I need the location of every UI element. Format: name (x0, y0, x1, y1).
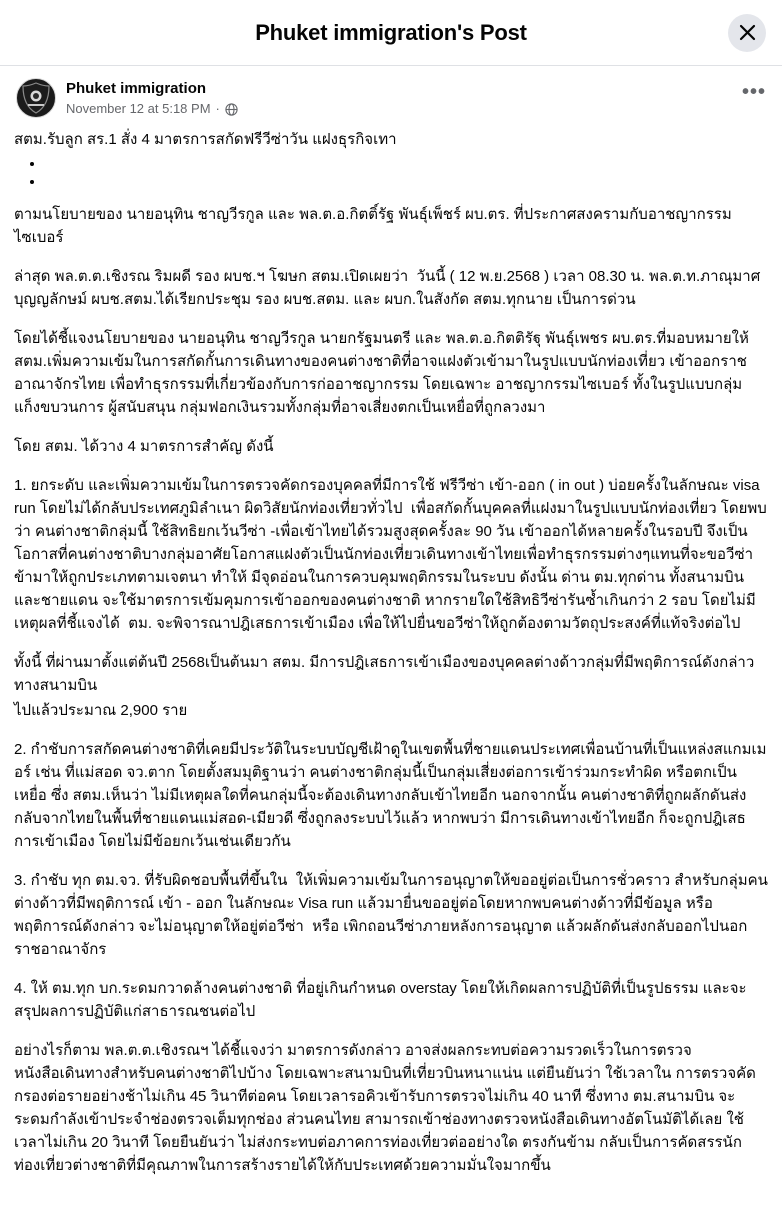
post-body (0, 124, 782, 1213)
bullet-list (14, 155, 768, 191)
post-paragraph-3: โดยได้ชี้แจงนโยบายของ นายอนุทิน ชาญวีรกูล นายกรัฐมนตรี และ พล.ต.อ.กิตติรัฐุ พันธุ์เพชร ผบ.ตร.ที่มอบหมายให้ สตม.เพิ่มความเข้มในการสกัดกั้นการเดินทางของคนต่างชาติที่อาจแฝงตัวเข้ามาในรูปแบบนักท่องเที่ยว เข้าออกราชอาณาจักรไทย เพื่อทำธุรกรรมที่เกี่ยวข้องกับการก่ออาชญากรรม โดยเฉพาะ อาชญากรรมไซเบอร์ ทั้งในรูปแบบกลุ่มแก็งขบวนการ ผู้สนับสนุน กลุ่มฟอกเงินรวมทั้งกลุ่มที่อาจเสี่ยงตกเป็นเหยื่อที่ถูกลวงมา (14, 330, 754, 416)
post-subline (66, 100, 238, 118)
subline-separator: · (215, 101, 220, 116)
more-options-icon[interactable]: ••• (741, 81, 766, 103)
post-header (0, 66, 782, 124)
post-paragraph-2: ล่าสุด พล.ต.ต.เชิงรณ ริมผดี รอง ผบช.ฯ โฆษก สตม.เปิดเผยว่า วันนี้ ( 12 พ.ย.2568 ) เวลา 08.30 น. พล.ต.ท.ภาณุมาศ บุญญลักษม์ ผบช.สตม.ได้เรียกประชุม รอง ผบช.สตม. และ ผบก.ในสังกัด สตม.ทุกนาย เป็นการด่วน (14, 268, 765, 308)
list-item (30, 173, 768, 191)
avatar[interactable] (16, 78, 56, 118)
post-paragraph-11: อย่างไรก็ตาม พล.ต.ต.เชิงรณฯ ได้ชี้แจงว่า มาตรการดังกล่าว อาจส่งผลกระทบต่อความรวดเร็วในการตรวจหนังสือเดินทางสำหรับคนต่างชาติไปบ้าง โดยเฉพาะสนามบินที่เที่ยวบินหนาแน่น แต่ยืนยันว่า ใช้เวลาใน การตรวจคัดกรองต่อรายอย่างช้าไม่เกิน 45 วินาทีต่อคน โดยเวลารอคิวเข้ารับการตรวจไม่เกิน 40 นาที ซึ่งทาง ตม.สนามบิน จะระดมกำลังเข้าประจำช่องตรวจเต็มทุกช่อง ส่วนคนไทย สามารถเข้าช่องทางตรวจหนังสือเดินทางอัตโนมัติได้เลย ใช้เวลาไม่เกิน 20 วินาที โดยยืนยันว่า ไม่ส่งกระทบต่อภาคการท่องเที่ยวต่ออย่างใด ตรงกันข้าม กลับเป็นการคัดสรรนักท่องเที่ยวต่างชาติที่มีคุณภาพในการสร้างรายได้ให้กับประเทศด้วยความมั่นใจมากขึ้น (14, 1042, 756, 1174)
post-paragraph-7: ไปแล้วประมาณ 2,900 ราย (14, 702, 188, 719)
post-paragraph-5: 1. ยกระดับ และเพิ่มความเข้มในการตรวจคัดกรองบุคคลที่มีการใช้ ฟรีวีซ่า เข้า-ออก ( in out ) บ่อยครั้งในลักษณะ visa run โดยไม่ได้กลับประเทศภูมิลำเนา ผิดวิสัยนักท่องเที่ยวทั่วไป เพื่อสกัดกั้นบุคคลที่แฝงมาในรูปแบบนักท่องเที่ยว โดยพบว่า คนต่างชาติกลุ่มนี้ ใช้สิทธิยกเว้นวีซ่า -เพื่อเข้าไทยได้รวมสูงสุดครั้งละ 90 วัน เข้าออกได้หลายครั้งในรอบปี จึงเป็นโอกาสที่คนต่างชาติบางกลุ่มอาศัยโอกาสแฝงตัวเป็นนักท่องเที่ยวเดินทางเข้าไทยเพื่อทำธุรกรรมต่างๆแทนที่จะขอวีซ่าข้ามาให้ถูกประเภทตามเจตนา ทำให้ มีจุดอ่อนในการควบคุมพฤติกรรมในระบบ ดังนั้น ด่าน ตม.ทุกด่าน ทั้งสนามบิน และชายแดน จะใช้มาตรการเข้มคุมการเข้าออกของคนต่างชาติ หากรายใดใช้สิทธิวีซ่ารันซ้ำเกินกว่า 2 รอบ โดยไม่มีเหตุผลที่ชี้แจงได้ ตม. จะพิจารณาปฎิเสธการเข้าเมือง เพื่อให้ไปยื่นขอวีซ่าให้ถูกต้องตามวัตถุประสงค์ที่แท้จริงต่อไป (14, 477, 767, 632)
dialog-header (0, 0, 782, 66)
post-timestamp[interactable]: November 12 at 5:18 PM (66, 101, 211, 116)
post-paragraph-8: 2. กำชับการสกัดคนต่างชาติที่เคยมีประวัติในระบบบัญชีเฝ้าดูในเขตพื้นที่ชายแดนประเทศเพื่อนบ้านที่เป็นแหล่งสแกมเมอร์ เช่น ที่แม่สอด จว.ตาก โดยตั้งสมมุติฐานว่า คนต่างชาติกลุ่มนี้เป็นกลุ่มเสี่ยงต่อการเข้าร่วมกระทำผิด หรือตกเป็นเหยื่อ ซึ่ง สตม.เห็นว่า ไม่มีเหตุผลใดที่คนกลุ่มนี้จะต้องเดินทางกลับเข้าไทยอีก นอกจากนั้น คนต่างชาติที่ถูกผลักดันส่งกลับจากไทยในพื้นที่ชายแดนแม่สอด-เมียวดี ซึ่งถูกลงระบบไว้แล้ว หากพบว่า มีการเดินทางเข้าไทยอีก ก็จะถูกปฎิเสธการเข้าเมือง โดยไม่มีข้อยกเว้นเช่นเดียวกัน (14, 741, 767, 850)
page-title: Phuket immigration's Post (255, 19, 527, 45)
post-paragraph-1: ตามนโยบายของ นายอนุทิน ชาญวีรกูล และ พล.ต.อ.กิตติ์รัฐ พันธุ์เพ็ชร์ ผบ.ตร. ที่ประกาศสงครามกับอาชญากรรมไซเบอร์ (14, 206, 732, 246)
poster-meta (66, 78, 238, 118)
list-item (30, 155, 768, 173)
post-paragraph-4: โดย สตม. ได้วาง 4 มาตรการสำคัญ ดังนี้ (14, 438, 274, 455)
globe-icon (225, 103, 238, 116)
close-button[interactable] (728, 14, 766, 52)
post-paragraph-10: 4. ให้ ตม.ทุก บก.ระดมกวาดล้างคนต่างชาติ ที่อยู่เกินกำหนด overstay โดยให้เกิดผลการปฏิบัติที่เป็นรูปธรรม และจะสรุปผลการปฏิบัติแก่สาธารณชนต่อไป (14, 980, 747, 1020)
post-paragraph-6: ทั้งนี้ ที่ผ่านมาตั้งแต่ต้นปี 2568เป็นต้นมา สตม. มีการปฎิเสธการเข้าเมืองของบุคคลต่างด้าวกลุ่มที่มีพฤติการณ์ดังกล่าว ทางสนามบิน (14, 654, 759, 694)
close-icon (739, 24, 756, 41)
police-badge-icon (19, 81, 53, 115)
post-paragraph-9: 3. กำชับ ทุก ตม.จว. ที่รับผิดชอบพื้นที่ขึ้นใน ให้เพิ่มความเข้มในการอนุญาตให้ขออยู่ต่อเป็นการชั่วคราว สำหรับกลุ่มคนต่างด้าวที่มีพฤติการณ์ เข้า - ออก ในลักษณะ Visa run แล้วมายื่นขออยู่ต่อโดยหากพบคนต่างด้าวที่มีข้อมูล หรือ พฤติการณ์ดังกล่าว จะไม่อนุญาตให้อยู่ต่อวีซ่า หรือ เพิกถอนวีซ่าภายหลังการอนุญาต แล้วผลักดันส่งกลับออกไปนอกราชอาณาจักร (14, 872, 768, 958)
post-paragraph-0: สตม.รับลูก สร.1 สั่ง 4 มาตรการสกัดฟรีวีซ่าวัน แฝงธุรกิจเทา (14, 131, 397, 148)
author-name[interactable]: Phuket immigration (66, 80, 207, 97)
